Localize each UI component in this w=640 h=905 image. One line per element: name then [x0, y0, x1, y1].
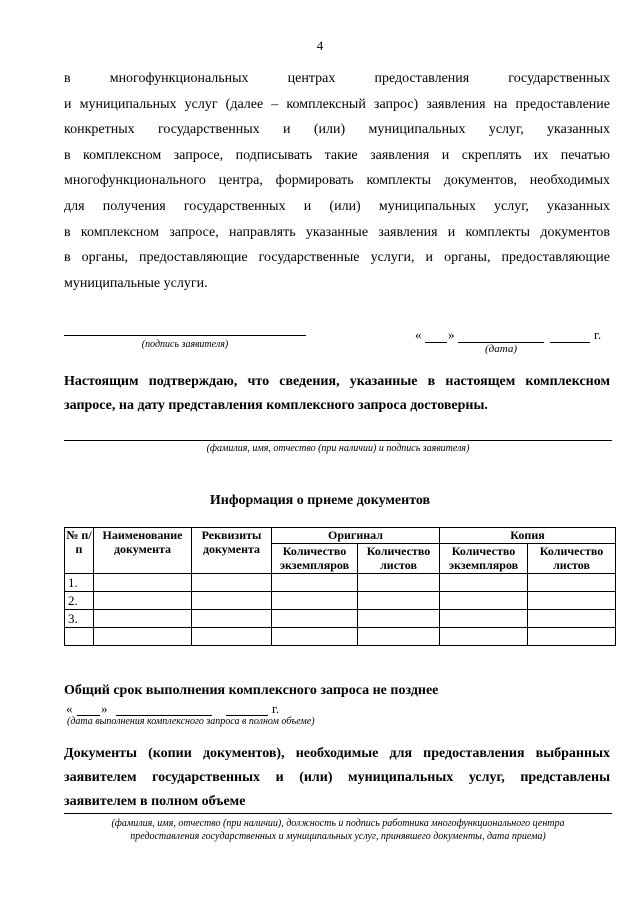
confirmation-line: запросе, на дату представления комплексного запроса достоверны. — [64, 398, 488, 413]
documents-table — [64, 527, 616, 646]
body-line: в комплексном запросе, направлять указанные заявления и комплекты документов — [64, 224, 610, 240]
confirmation-signature-line — [64, 440, 612, 441]
date-open-quote: « — [415, 327, 422, 342]
table-cell — [272, 610, 358, 628]
col-header-original-sheets: Количество листов — [358, 544, 440, 574]
date-year-suffix: г. — [594, 327, 602, 342]
body-line: для получения государственных и (или) муниципальных услуг, указанных — [64, 198, 610, 214]
table-cell — [94, 610, 192, 628]
body-paragraph — [64, 66, 610, 296]
body-line: муниципальные услуги. — [64, 275, 208, 291]
table-title: Информация о приеме документов — [209, 493, 431, 508]
term-year-suffix: г. — [272, 701, 280, 716]
table-cell — [440, 592, 528, 610]
col-header-name: Наименование документа — [94, 528, 192, 574]
table-cell — [94, 592, 192, 610]
applicant-signature-caption: (подпись заявителя) — [141, 339, 229, 350]
col-header-details: Реквизиты документа — [192, 528, 272, 574]
table-cell — [528, 628, 616, 646]
col-header-original-copies: Количество экземпляров — [272, 544, 358, 574]
term-close-quote: » — [101, 701, 108, 716]
row-number: 1. — [65, 574, 94, 592]
body-line: и муниципальных услуг (далее – комплексный запрос) заявления на предоставление — [64, 96, 610, 112]
body-line: в органы, предоставляющие государственные услуги, и органы, предоставляющие — [64, 250, 610, 266]
confirmation-line: Настоящим подтверждаю, что сведения, указанные в настоящем комплексном — [64, 374, 610, 389]
documents-statement — [64, 742, 610, 814]
page-number: 4 — [316, 38, 324, 53]
table-cell — [528, 610, 616, 628]
table-cell — [192, 610, 272, 628]
table-cell — [440, 574, 528, 592]
col-header-number: № п/п — [65, 528, 94, 574]
table-cell — [272, 628, 358, 646]
employee-caption — [64, 817, 612, 843]
body-line: конкретных государственных и (или) муниципальных услуг, указанных — [64, 122, 610, 138]
term-caption: (дата выполнения комплексного запроса в полном объеме) — [67, 716, 315, 727]
term-label — [64, 679, 610, 703]
table-cell — [440, 628, 528, 646]
documents-line: заявителем в полном объеме — [64, 794, 246, 809]
body-line: в комплексном запросе, подписывать такие заявления и скреплять их печатью — [64, 147, 610, 163]
col-group-original: Оригинал — [272, 528, 440, 544]
table-cell — [272, 592, 358, 610]
table-cell — [192, 628, 272, 646]
date-caption: (дата) — [485, 343, 517, 355]
row-number — [65, 628, 94, 646]
employee-caption-line: (фамилия, имя, отчество (при наличии), должность и подпись работника многофункционального центра — [111, 818, 565, 829]
date-day-line — [425, 342, 447, 343]
confirmation-text — [64, 370, 610, 418]
col-group-copy: Копия — [440, 528, 616, 544]
term-label-text: Общий срок выполнения комплексного запроса не позднее — [64, 683, 439, 698]
table-cell — [192, 592, 272, 610]
table-cell — [440, 610, 528, 628]
employee-signature-line — [64, 813, 612, 814]
col-header-copy-copies: Количество экземпляров — [440, 544, 528, 574]
table-row — [65, 610, 616, 628]
body-line: в многофункциональных центрах предоставления государственных — [64, 71, 610, 86]
date-year-line — [550, 342, 590, 343]
term-open-quote: « — [66, 701, 73, 716]
row-number: 2. — [65, 592, 94, 610]
table-row — [65, 628, 616, 646]
table-cell — [192, 574, 272, 592]
table-cell — [272, 574, 358, 592]
date-close-quote: » — [448, 327, 455, 342]
row-number: 3. — [65, 610, 94, 628]
table-row — [65, 574, 616, 592]
body-line: многофункционального центра, формировать комплекты документов, необходимых — [64, 173, 610, 189]
table-cell — [358, 610, 440, 628]
table-cell — [358, 574, 440, 592]
documents-line: заявителем государственных и (или) муниципальных услуг, представлены — [64, 770, 610, 785]
table-cell — [94, 574, 192, 592]
col-header-copy-sheets: Количество листов — [528, 544, 616, 574]
applicant-signature-line — [64, 335, 306, 336]
table-row — [65, 592, 616, 610]
table-cell — [528, 574, 616, 592]
documents-line: Документы (копии документов), необходимые для предоставления выбранных — [64, 746, 610, 761]
table-cell — [358, 592, 440, 610]
table-cell — [94, 628, 192, 646]
confirmation-caption: (фамилия, имя, отчество (при наличии) и подпись заявителя) — [206, 443, 470, 454]
table-cell — [358, 628, 440, 646]
table-cell — [528, 592, 616, 610]
employee-caption-line: предоставления государственных и муниципальных услуг, принявшего документы, дата приема) — [130, 831, 546, 842]
